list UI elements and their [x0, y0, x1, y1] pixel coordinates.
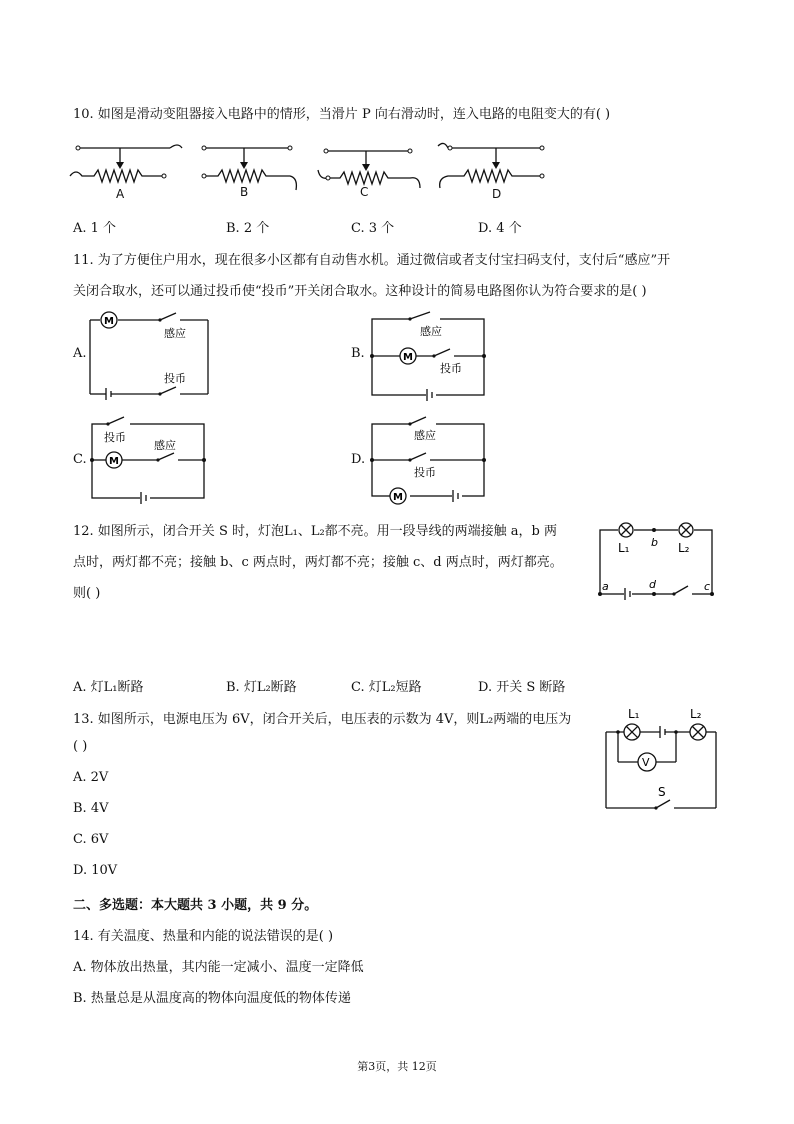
q10-option-b: B. 2 个: [226, 221, 270, 236]
voltmeter-icon: V: [642, 756, 650, 769]
svg-text:感应: 感应: [164, 327, 186, 340]
q12-option-c: C. 灯L₂短路: [351, 680, 422, 695]
q11-circuit-b: [370, 316, 488, 398]
q11-circuit-a: [90, 312, 210, 400]
svg-text:投币: 投币: [414, 466, 436, 479]
motor-icon: M: [109, 456, 119, 467]
q12-option-d: D. 开关 S 断路: [478, 680, 566, 695]
section-heading-multi-choice: 二、多选题：本大题共 3 小题，共 9 分。: [73, 898, 318, 913]
q11-option-c-letter: C.: [73, 452, 87, 467]
q12-option-b: B. 灯L₂断路: [226, 680, 297, 695]
q12-stem-line1: 12. 如图所示，闭合开关 S 时，灯泡L₁、L₂都不亮。用一段导线的两端接触 a，b 两: [73, 524, 558, 539]
q14-stem: 14. 有关温度、热量和内能的说法错误的是( ): [73, 929, 334, 944]
q10-rheostat-figures: [70, 138, 550, 202]
page-footer: 第3页，共 12页: [357, 1060, 437, 1073]
svg-text:L₂: L₂: [690, 707, 702, 721]
svg-text:感应: 感应: [420, 325, 442, 338]
svg-text:投币: 投币: [440, 362, 462, 375]
q13-circuit: [604, 704, 720, 812]
q11-circuit-c: [90, 420, 208, 502]
q10-label-c: C: [360, 185, 369, 199]
svg-text:a: a: [602, 580, 609, 593]
svg-text:L₁: L₁: [618, 541, 630, 555]
q11-option-d-letter: D.: [351, 452, 366, 467]
q10-stem: 10. 如图是滑动变阻器接入电路中的情形，当滑片 P 向右滑动时，连入电路的电阻变大的有( ): [73, 107, 611, 122]
q13-option-d: D. 10V: [73, 863, 118, 878]
q10-label-d: D: [492, 187, 502, 201]
motor-icon: M: [104, 316, 114, 327]
q14-option-a: A. 物体放出热量，其内能一定减小、温度一定降低: [73, 960, 364, 975]
q11-option-b-letter: B.: [351, 346, 365, 361]
svg-text:投币: 投币: [164, 372, 186, 385]
svg-text:L₁: L₁: [628, 707, 640, 721]
svg-text:感应: 感应: [414, 429, 436, 442]
rheostat-c: [318, 149, 420, 188]
q12-circuit: [598, 520, 716, 600]
q13-option-c: C. 6V: [73, 832, 109, 847]
svg-text:L₂: L₂: [678, 541, 690, 555]
svg-text:d: d: [649, 578, 656, 591]
q13-stem-line2: ( ): [73, 739, 88, 754]
q10-option-d: D. 4 个: [478, 221, 522, 236]
q12-stem-line2: 点时，两灯都不亮；接触 b、c 两点时，两灯都不亮；接触 c、d 两点时，两灯都亮。: [73, 555, 563, 570]
q11-stem-line1: 11. 为了方便住户用水，现在很多小区都有自动售水机。通过微信或者支付宝扫码支付，支付后“感应”开: [73, 253, 671, 268]
q11-stem-line2: 关闭合取水，还可以通过投币使“投币”开关闭合取水。这种设计的简易电路图你认为符合要求的是( ): [73, 284, 647, 299]
svg-text:感应: 感应: [154, 439, 176, 452]
rheostat-a: [70, 145, 182, 182]
q12-option-a: A. 灯L₁断路: [73, 680, 144, 695]
q14-option-b: B. 热量总是从温度高的物体向温度低的物体传递: [73, 991, 351, 1006]
q10-label-b: B: [240, 185, 249, 199]
motor-icon: M: [393, 492, 403, 503]
q12-stem-line3: 则( ): [73, 586, 101, 601]
q11-option-a-letter: A.: [73, 346, 87, 361]
q11-circuit-d: [370, 420, 488, 502]
q13-stem-line1: 13. 如图所示，电源电压为 6V，闭合开关后，电压表的示数为 4V，则L₂两端的电压为: [73, 712, 572, 727]
q13-option-a: A. 2V: [73, 770, 109, 785]
q10-label-a: A: [116, 187, 125, 201]
rheostat-b: [202, 146, 296, 190]
q13-option-b: B. 4V: [73, 801, 109, 816]
svg-text:c: c: [704, 580, 711, 593]
rheostat-d: [438, 143, 544, 188]
svg-text:S: S: [658, 785, 666, 799]
svg-text:投币: 投币: [104, 431, 126, 444]
q10-option-c: C. 3 个: [351, 221, 395, 236]
svg-text:b: b: [651, 536, 658, 549]
q10-option-a: A. 1 个: [73, 221, 117, 236]
motor-icon: M: [403, 352, 413, 363]
